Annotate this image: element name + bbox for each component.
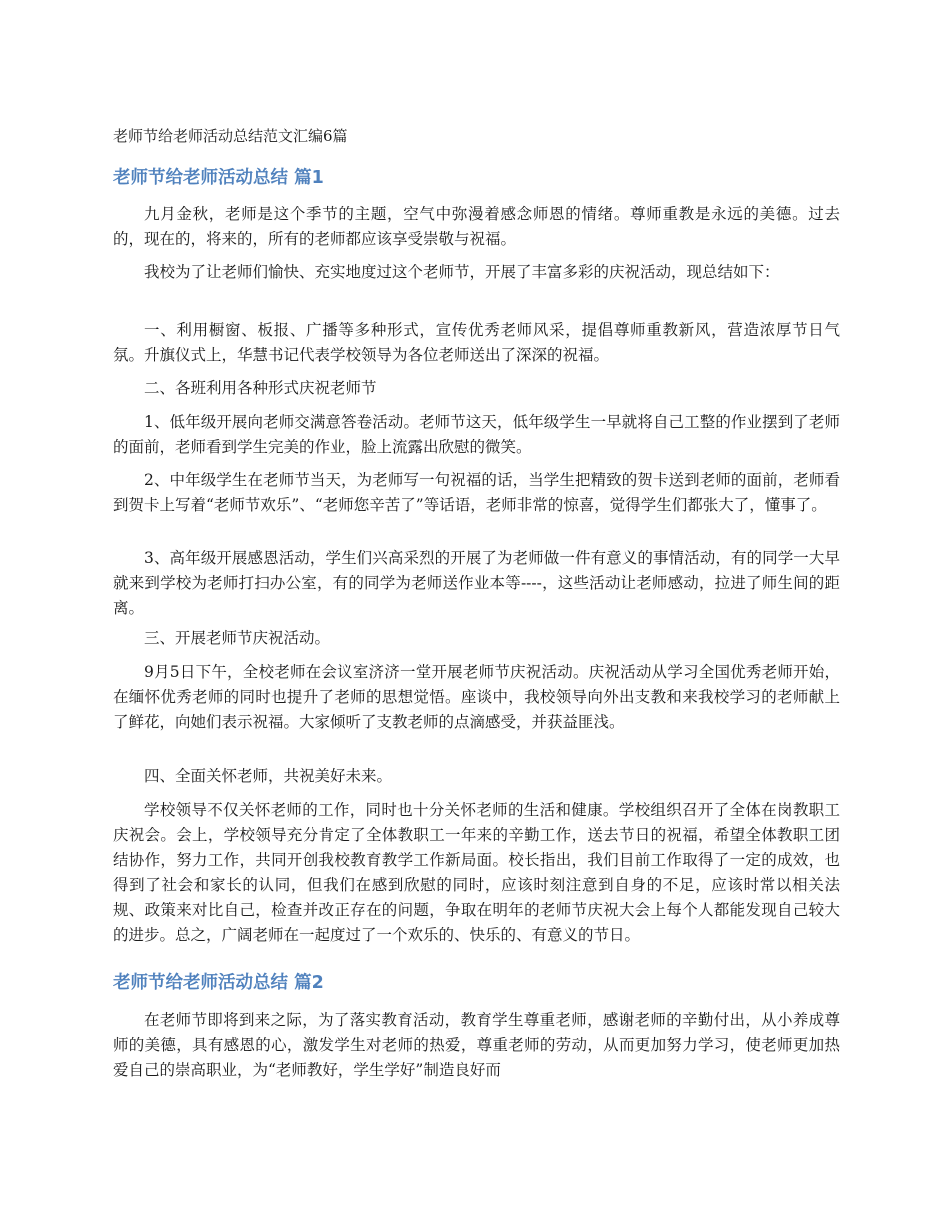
- paragraph: 一、利用橱窗、板报、广播等多种形式，宣传优秀老师风采，提倡尊师重教新风，营造浓厚节日气氛。升旗仪式上，华慧书记代表学校领导为各位老师送出了深深的祝福。: [113, 321, 840, 364]
- paragraph: 2、中年级学生在老师节当天，为老师写一句祝福的话，当学生把精致的贺卡送到老师的面前，老师看到贺卡上写着“老师节欢乐”、“老师您辛苦了”等话语，老师非常的惊喜，觉得学生们都张大了，懂事了。: [113, 471, 840, 514]
- paragraph: 3、高年级开展感恩活动，学生们兴高采烈的开展了为老师做一件有意义的事情活动，有的同学一大早就来到学校为老师打扫办公室，有的同学为老师送作业本等----，这些活动让老师感动，拉进了师生间的距离。: [113, 549, 840, 617]
- paragraph: 九月金秋，老师是这个季节的主题，空气中弥漫着感念师恩的情绪。尊师重教是永远的美德。过去的，现在的，将来的，所有的老师都应该享受崇敬与祝福。: [113, 205, 840, 248]
- paragraph: 学校领导不仅关怀老师的工作，同时也十分关怀老师的生活和健康。学校组织召开了全体在岗教职工庆祝会。会上，学校领导充分肯定了全体教职工一年来的辛勤工作，送去节日的祝福，希望全体教职工团结协作，努力工作，共同开创我校教育教学工作新局面。校长指出，我们目前工作取得了一定的成效，也得到了社会和家长的认同，但我们在感到欣慰的同时，应该时刻注意到自身的不足，应该时常以相关法规、政策来对比自己，检查并改正存在的问题，争取在明年的老师节庆祝大会上每个人都能发现自己较大的进步。总之，广阔老师在一起度过了一个欢乐的、快乐的、有意义的节日。: [113, 801, 840, 944]
- section-heading-1: 老师节给老师活动总结 篇1: [113, 168, 324, 188]
- paragraph: 1、低年级开展向老师交满意答卷活动。老师节这天，低年级学生一早就将自己工整的作业摆到了老师的面前，老师看到学生完美的作业，脸上流露出欣慰的微笑。: [113, 413, 840, 456]
- section-heading-2: 老师节给老师活动总结 篇2: [113, 973, 324, 993]
- paragraph: 在老师节即将到来之际，为了落实教育活动，教育学生尊重老师，感谢老师的辛勤付出，从小养成尊师的美德，具有感恩的心，激发学生对老师的热爱，尊重老师的劳动，从而更加努力学习，使老师更加热爱自己的崇高职业，为“老师教好，学生学好”制造良好而: [113, 1011, 840, 1079]
- document-title: 老师节给老师活动总结范文汇编6篇: [113, 127, 348, 145]
- paragraph: 我校为了让老师们愉快、充实地度过这个老师节，开展了丰富多彩的庆祝活动，现总结如下：: [144, 263, 780, 281]
- paragraph: 9月5日下午，全校老师在会议室济济一堂开展老师节庆祝活动。庆祝活动从学习全国优秀老师开始，在缅怀优秀老师的同时也提升了老师的思想觉悟。座谈中，我校领导向外出支教和来我校学习的老师献上了鲜花，向她们表示祝福。大家倾听了支教老师的点滴感受，并获益匪浅。: [113, 663, 840, 731]
- paragraph: 三、开展老师节庆祝活动。: [144, 629, 331, 647]
- paragraph: 二、各班利用各种形式庆祝老师节: [144, 379, 377, 397]
- paragraph: 四、全面关怀老师，共祝美好未来。: [144, 767, 393, 785]
